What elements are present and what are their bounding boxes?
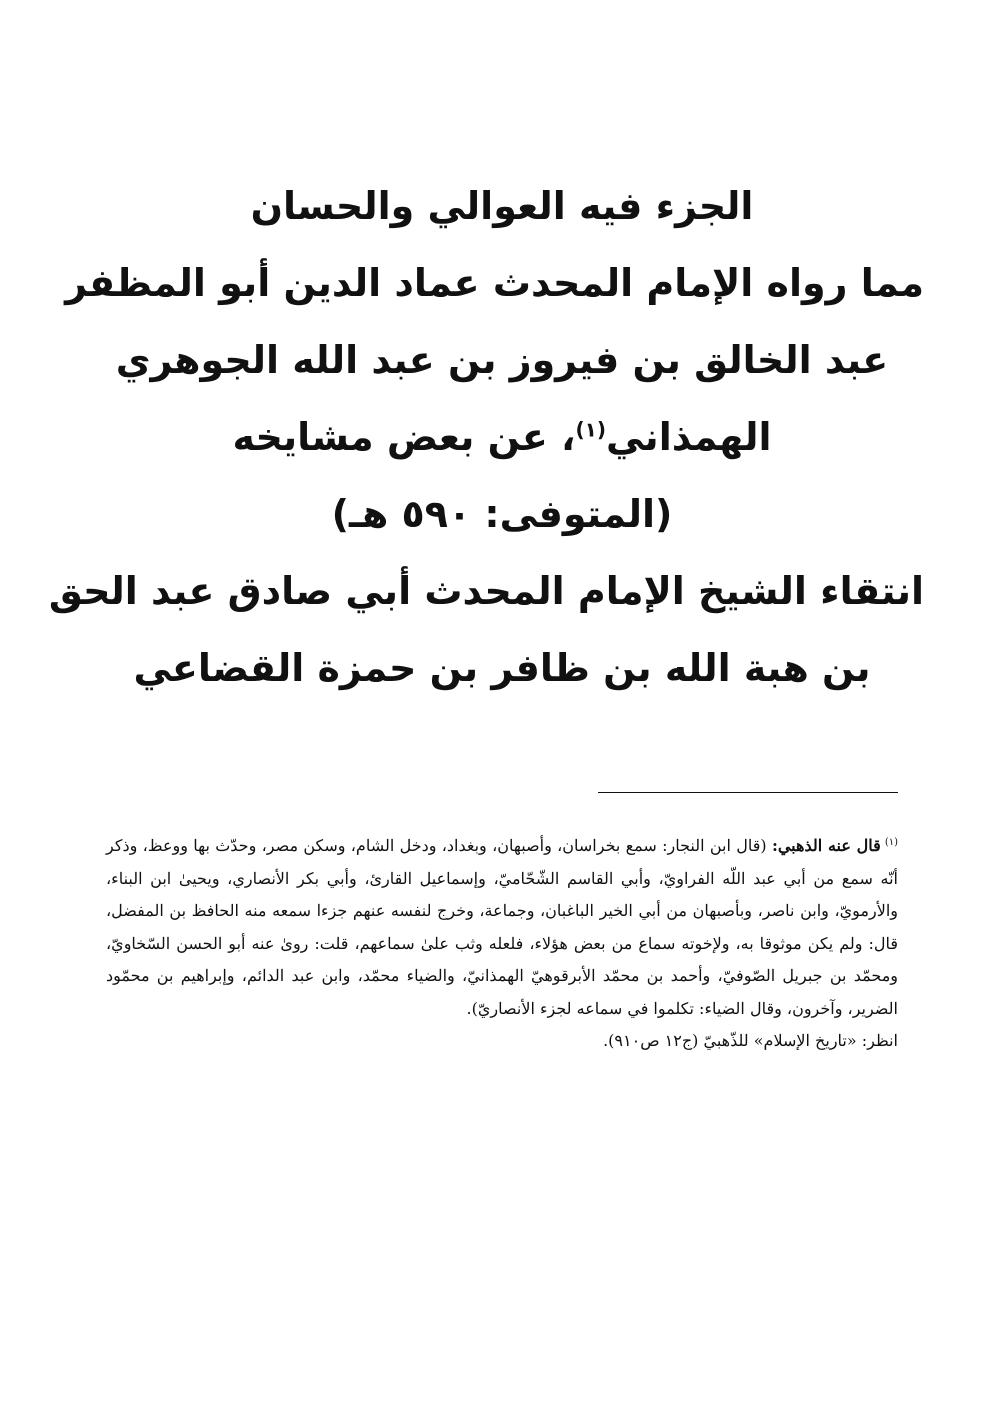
footnote-lead: قال عنه الذهبي: [771,836,881,855]
title-line-7: بن هبة الله بن ظافر بن حمزة القضاعي [133,646,871,690]
footnote-section [106,830,898,1058]
footnote-mark: (١) [884,836,899,848]
title-line-6: انتقاء الشيخ الإمام المحدث أبي صادق عبد الحق [48,569,924,613]
title-line-2: مما رواه الإمام المحدث عماد الدين أبو المظفر [65,261,924,305]
footnote-reference-mark[interactable]: (١) [575,417,606,442]
footnote-1 [106,830,898,1025]
footnote-body: (قال ابن النجار: سمع بخراسان، وأصبهان، وبغداد، ودخل الشام، وسكن مصر، وحدّث بها ووعظ، وذكر أنّه سمع من أبي عبد اللّه الفراويّ، وأبي القاسم الشّحّاميّ، وإسماعيل القارئ، وأبي بكر الأنصاري، ويحيىٰ ابن البناء، والأرمويّ، وابن ناصر، وبأصبهان من أبي الخير الباغبان، وجماعة، وخرج لنفسه عنهم جزءا سمعه منه الحافظ بن المفضل، قال: ولم يكن موثوقا به، ولإخوته سماع من بعض هؤلاء، فلعله وثب علىٰ سماعهم، قلت: روىٰ عنه أبو الحسن السّخاويّ، ومحمّد بن جبريل الصّوفيّ، وأحمد بن محمّد الأبرقوهيّ الهمذانيّ، والضياء محمّد، وابن عبد الدائم، وإبراهيم بن محمّود الضرير، وآخرون، وقال الضياء: تكلموا في سماعه لجزء الأنصاريّ). [106,836,898,1018]
book-title [48,168,924,707]
title-line-5-death-date: (المتوفى: ٥٩٠ هـ) [331,492,673,536]
title-line-3: عبد الخالق بن فيروز بن عبد الله الجوهري [115,338,889,382]
title-line-4-name: الهمذاني [605,415,772,459]
title-line-4-rest: ، عن بعض مشايخه [232,415,576,459]
title-line-1: الجزء فيه العوالي والحسان [250,184,754,228]
footnote-source-reference: انظر: «تاريخ الإسلام» للذّهبيّ (ج١٢ ص٩١٠). [603,1031,898,1050]
footnote-separator [598,792,898,793]
title-line-4 [80,399,924,476]
